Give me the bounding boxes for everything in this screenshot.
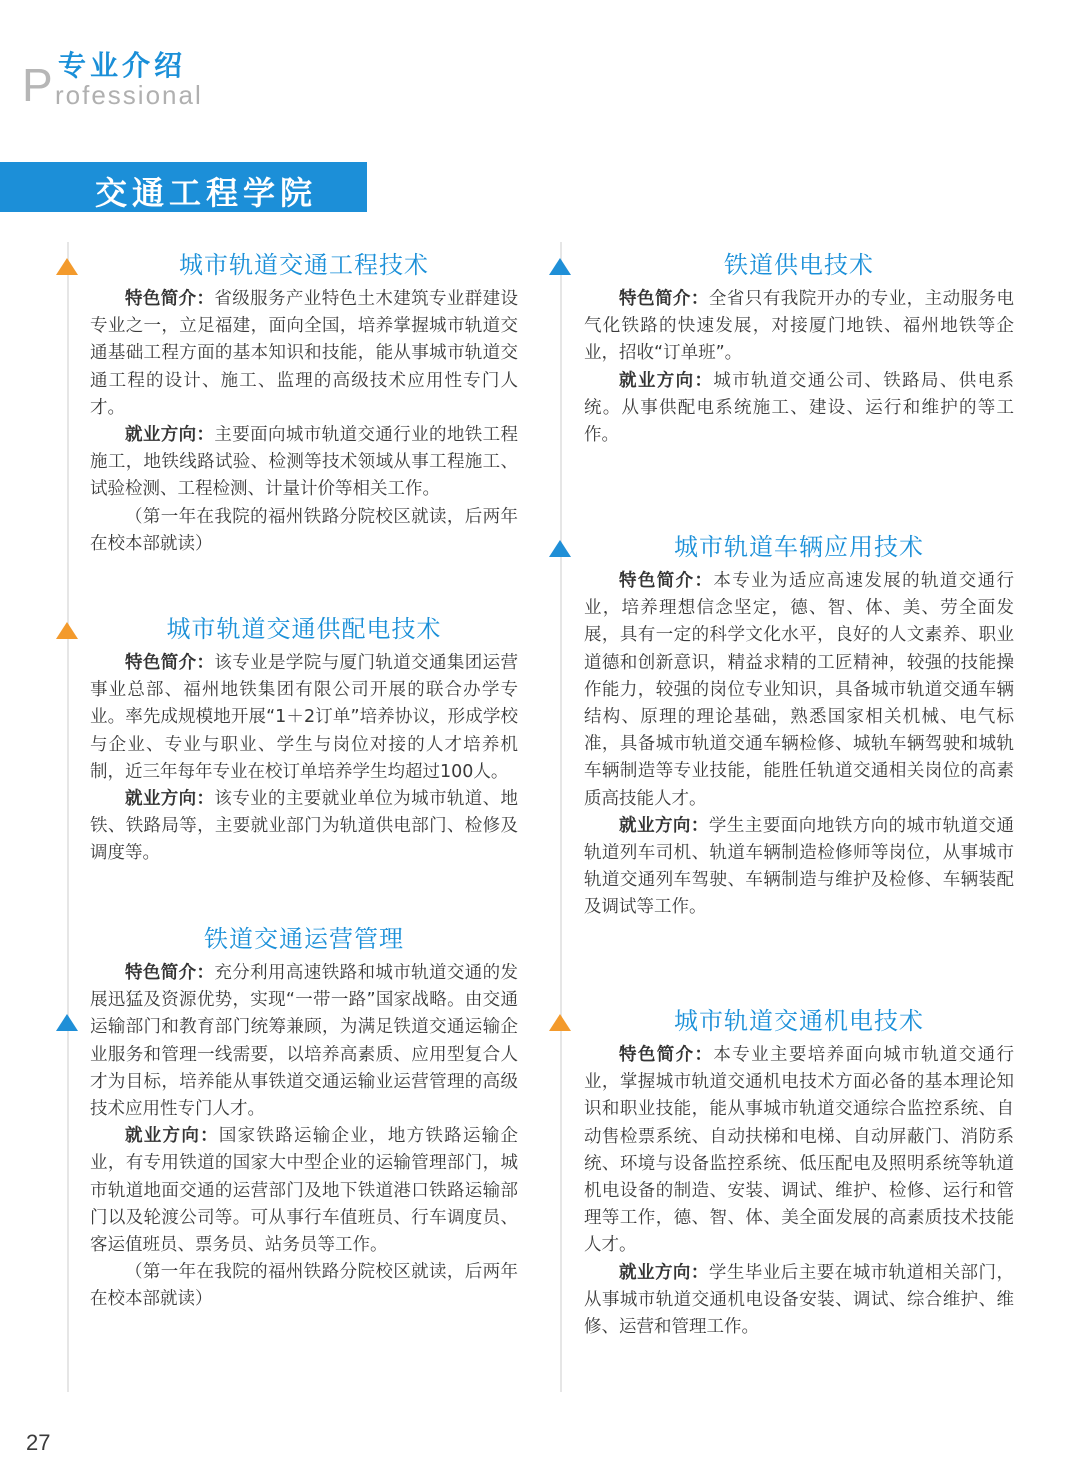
career-paragraph: 就业方向：该专业的主要就业单位为城市轨道、地铁、铁路局等，主要就业部门为轨道供电部门、检修及调度等。 [90,789,519,864]
program-section [90,250,518,558]
program-title: 铁道交通运营管理 [204,925,404,953]
header-subtitle: rofessional [55,80,203,110]
career-paragraph: 就业方向：国家铁路运输企业，地方铁路运输企业，有专用铁道的国家大中型企业的运输管理部门，城市轨道地面交通的运营部门及地下铁道港口铁路运输部门以及轮渡公司等。可从事行车值班员、行车调度员、客运值班员、票务员、站务员等工作。 [90,1126,518,1256]
feature-paragraph: 特色简介：全省只有我院开办的专业，主动服务电气化铁路的快速发展，对接厦门地铁、福州地铁等企业，招收“订单班”。 [584,289,1015,364]
triangle-marker-icon [56,622,78,639]
triangle-marker-icon [56,1014,78,1031]
college-banner [0,162,367,212]
program-section [584,532,1014,922]
program-section [90,614,518,868]
left-timeline-line [67,242,69,1392]
program-title: 城市轨道交通工程技术 [179,251,429,279]
program-title: 城市轨道车辆应用技术 [674,533,924,561]
program-section [584,1006,1014,1341]
campus-note: （第一年在我院的福州铁路分院校区就读，后两年在校本部就读） [90,506,518,554]
program-title: 铁道供电技术 [724,251,874,279]
header-initial-letter: P [22,59,53,111]
triangle-marker-icon [56,258,78,275]
career-paragraph: 就业方向：主要面向城市轨道交通行业的地铁工程施工，地铁线路试验、检测等技术领域从事工程施工、试验检测、工程检测、计量计价等相关工作。 [90,425,519,500]
feature-paragraph: 特色简介：充分利用高速铁路和城市轨道交通的发展迅猛及资源优势，实现“一带一路”国家战略。由交通运输部门和教育部门统筹兼顾，为满足铁道交通运输企业服务和管理一线需要，以培养高素质、应用型复合人才为目标，培养能从事铁道交通运输业运营管理的高级技术应用性专门人才。 [90,963,519,1120]
program-section [90,924,518,1314]
header-title: 专业介绍 [58,49,187,82]
feature-paragraph: 特色简介：省级服务产业特色土木建筑专业群建设专业之一，立足福建，面向全国，培养掌握城市轨道交通基础工程方面的基本知识和技能，能从事城市轨道交通工程的设计、施工、监理的高级技术应用性专门人才。 [90,289,519,418]
triangle-marker-icon [549,540,571,557]
triangle-marker-icon [549,1014,571,1031]
program-section [584,250,1014,449]
program-title: 城市轨道交通供配电技术 [166,615,442,643]
career-paragraph: 就业方向：学生主要面向地铁方向的城市轨道交通轨道列车司机、轨道车辆制造检修师等岗位，从事城市轨道交通列车驾驶、车辆制造与维护及检修、车辆装配及调试等工作。 [584,815,1015,918]
right-timeline-line [560,242,562,1392]
campus-note: （第一年在我院的福州铁路分院校区就读，后两年在校本部就读） [90,1262,518,1310]
feature-paragraph: 特色简介：本专业主要培养面向城市轨道交通行业，掌握城市轨道交通机电技术方面必备的基本理论知识和职业技能，能从事城市轨道交通综合监控系统、自动售检票系统、自动扶梯和电梯、自动屏蔽门、消防系统、环境与设备监控系统、低压配电及照明系统等轨道机电设备的制造、安装、调试、维护、检修、运行和管理等工作，德、智、体、美全面发展的高素质技术技能人才。 [584,1045,1014,1256]
career-paragraph: 就业方向：学生毕业后主要在城市轨道相关部门，从事城市轨道交通机电设备安装、调试、综合维护、维修、运营和管理工作。 [584,1262,1015,1338]
feature-paragraph: 特色简介：本专业为适应高速发展的轨道交通行业，培养理想信念坚定，德、智、体、美、劳全面发展，具有一定的科学文化水平，良好的人文素养、职业道德和创新意识，精益求精的工匠精神，较强的技能操作能力，较强的岗位专业知识，具备城市轨道交通车辆结构、原理的理论基础，熟悉国家相关机械、电气标准，具备城市轨道交通车辆检修、城轨车辆驾驶和城轨车辆制造等专业技能，能胜任轨道交通相关岗位的高素质高技能人才。 [584,571,1014,809]
page-number: 27 [26,1430,51,1455]
program-title: 城市轨道交通机电技术 [674,1007,924,1035]
college-title: 交通工程学院 [95,174,318,212]
triangle-marker-icon [549,258,571,275]
career-paragraph: 就业方向：城市轨道交通公司、铁路局、供电系统。从事供配电系统施工、建设、运行和维护的等工作。 [584,370,1014,446]
feature-paragraph: 特色简介：该专业是学院与厦门轨道交通集团运营事业总部、福州地铁集团有限公司开展的联合办学专业。率先成规模地开展“1＋2订单”培养协议，形成学校与企业、专业与职业、学生与岗位对接的人才培养机制，近三年每年专业在校订单培养学生均超过100人。 [90,653,519,782]
